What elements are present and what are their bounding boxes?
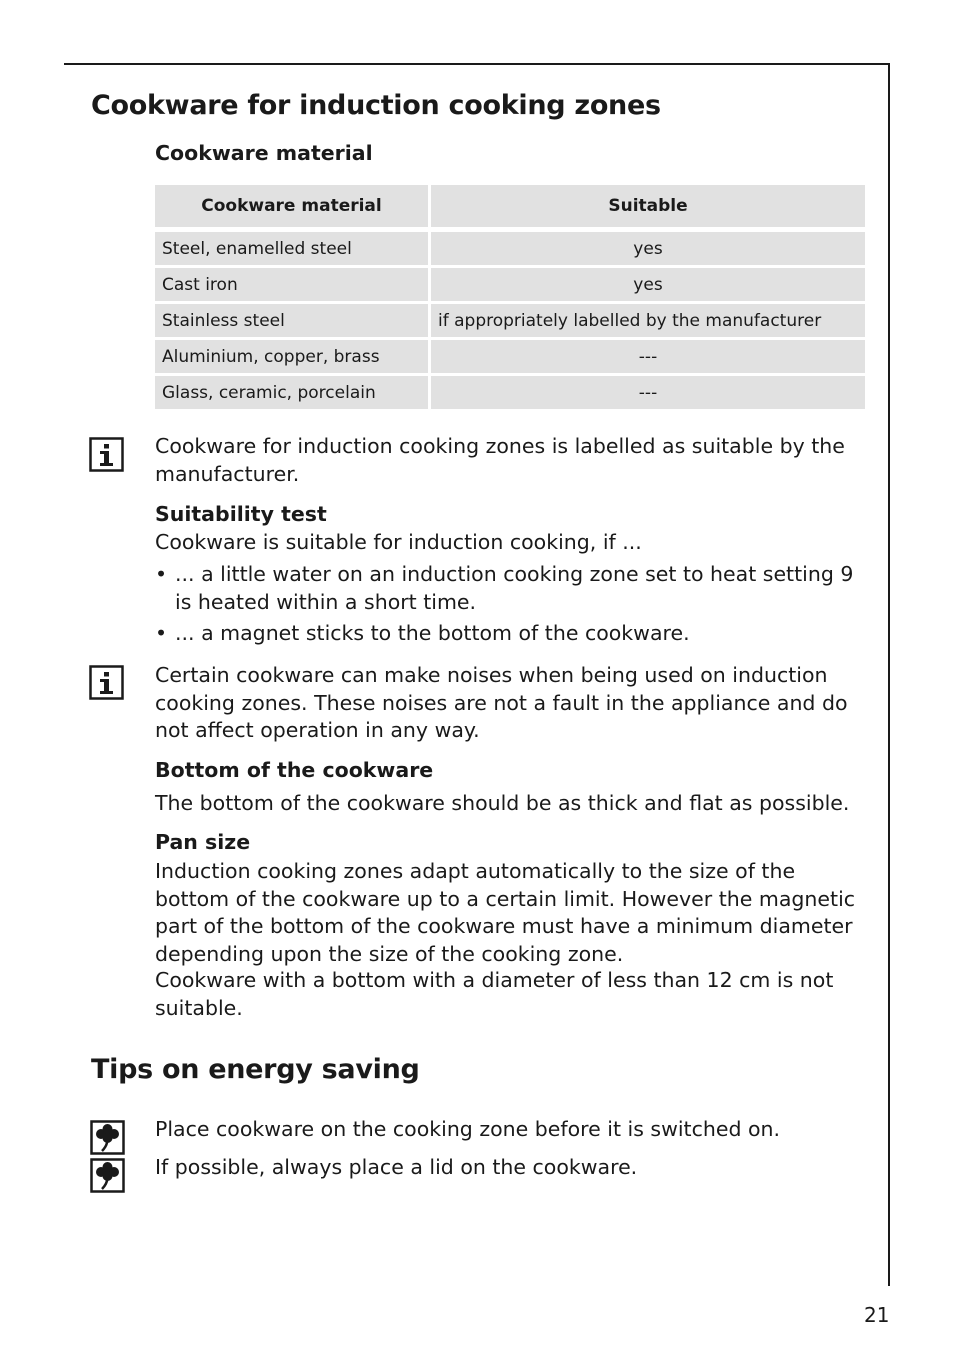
table-header-row — [155, 185, 865, 232]
table-cell-suitable: --- — [431, 340, 865, 376]
list-item — [155, 561, 867, 616]
table-row — [155, 376, 865, 409]
subheading-suitability-test: Suitability test — [155, 502, 327, 526]
list-item — [155, 620, 867, 648]
pan-min-text: Cookware with a bottom with a diameter of less than 12 cm is not suitable. — [155, 968, 834, 1020]
cookware-material-table — [155, 185, 865, 409]
table-header-material: Cookware material — [155, 185, 431, 232]
table-cell-material: Steel, enamelled steel — [155, 232, 431, 268]
bottom-text: The bottom of the cookware should be as thick and flat as possible. — [155, 791, 850, 815]
subheading-bottom: Bottom of the cookware — [155, 758, 434, 782]
table-cell-material: Cast iron — [155, 268, 431, 304]
table-cell-suitable: --- — [431, 376, 865, 409]
page-number: 21 — [864, 1303, 890, 1327]
pan-adapt-text: Induction cooking zones adapt automatically to the size of the bottom of the cookware up to a certain limit. However the magnetic part of the bottom of the cookware must have a minimum diameter depending upon the size of the cooking zone. — [155, 859, 856, 966]
list-item-text: ... a little water on an induction cooking zone set to heat setting 9 is heated within a short time. — [175, 562, 854, 614]
suitable-if-text: Cookware is suitable for induction cooking, if ... — [155, 530, 642, 554]
table-cell-suitable: yes — [431, 268, 865, 304]
right-rule — [888, 63, 890, 1286]
heading-tips-energy: Tips on energy saving — [91, 1054, 420, 1085]
table-cell-material: Stainless steel — [155, 304, 431, 340]
bullet-dot: • — [155, 621, 168, 645]
info-icon — [89, 437, 124, 472]
top-rule — [64, 63, 890, 65]
labelled-note: Cookware for induction cooking zones is labelled as suitable by the manufacturer. — [155, 434, 845, 486]
table-row — [155, 268, 865, 304]
tip-lid: If possible, always place a lid on the cookware. — [155, 1155, 638, 1179]
noises-note: Certain cookware can make noises when being used on induction cooking zones. These noises are not a fault in the appliance and do not affect operation in any way. — [155, 663, 848, 742]
bullet-dot: • — [155, 562, 168, 586]
clover-eco-icon — [90, 1120, 125, 1155]
table-header-suitable: Suitable — [431, 185, 865, 232]
subheading-pan-size: Pan size — [155, 830, 251, 854]
table-cell-material: Glass, ceramic, porcelain — [155, 376, 431, 409]
clover-eco-icon — [90, 1158, 125, 1193]
table-cell-suitable: if appropriately labelled by the manufacturer — [431, 304, 865, 340]
list-item-text: ... a magnet sticks to the bottom of the cookware. — [175, 621, 690, 645]
table-row — [155, 232, 865, 268]
table-cell-suitable: yes — [431, 232, 865, 268]
subheading-cookware-material: Cookware material — [155, 141, 373, 165]
heading-cookware-induction: Cookware for induction cooking zones — [91, 90, 661, 121]
tip-place-cookware: Place cookware on the cooking zone before it is switched on. — [155, 1117, 781, 1141]
table-row — [155, 304, 865, 340]
table-row — [155, 340, 865, 376]
table-cell-material: Aluminium, copper, brass — [155, 340, 431, 376]
info-icon — [89, 665, 124, 700]
